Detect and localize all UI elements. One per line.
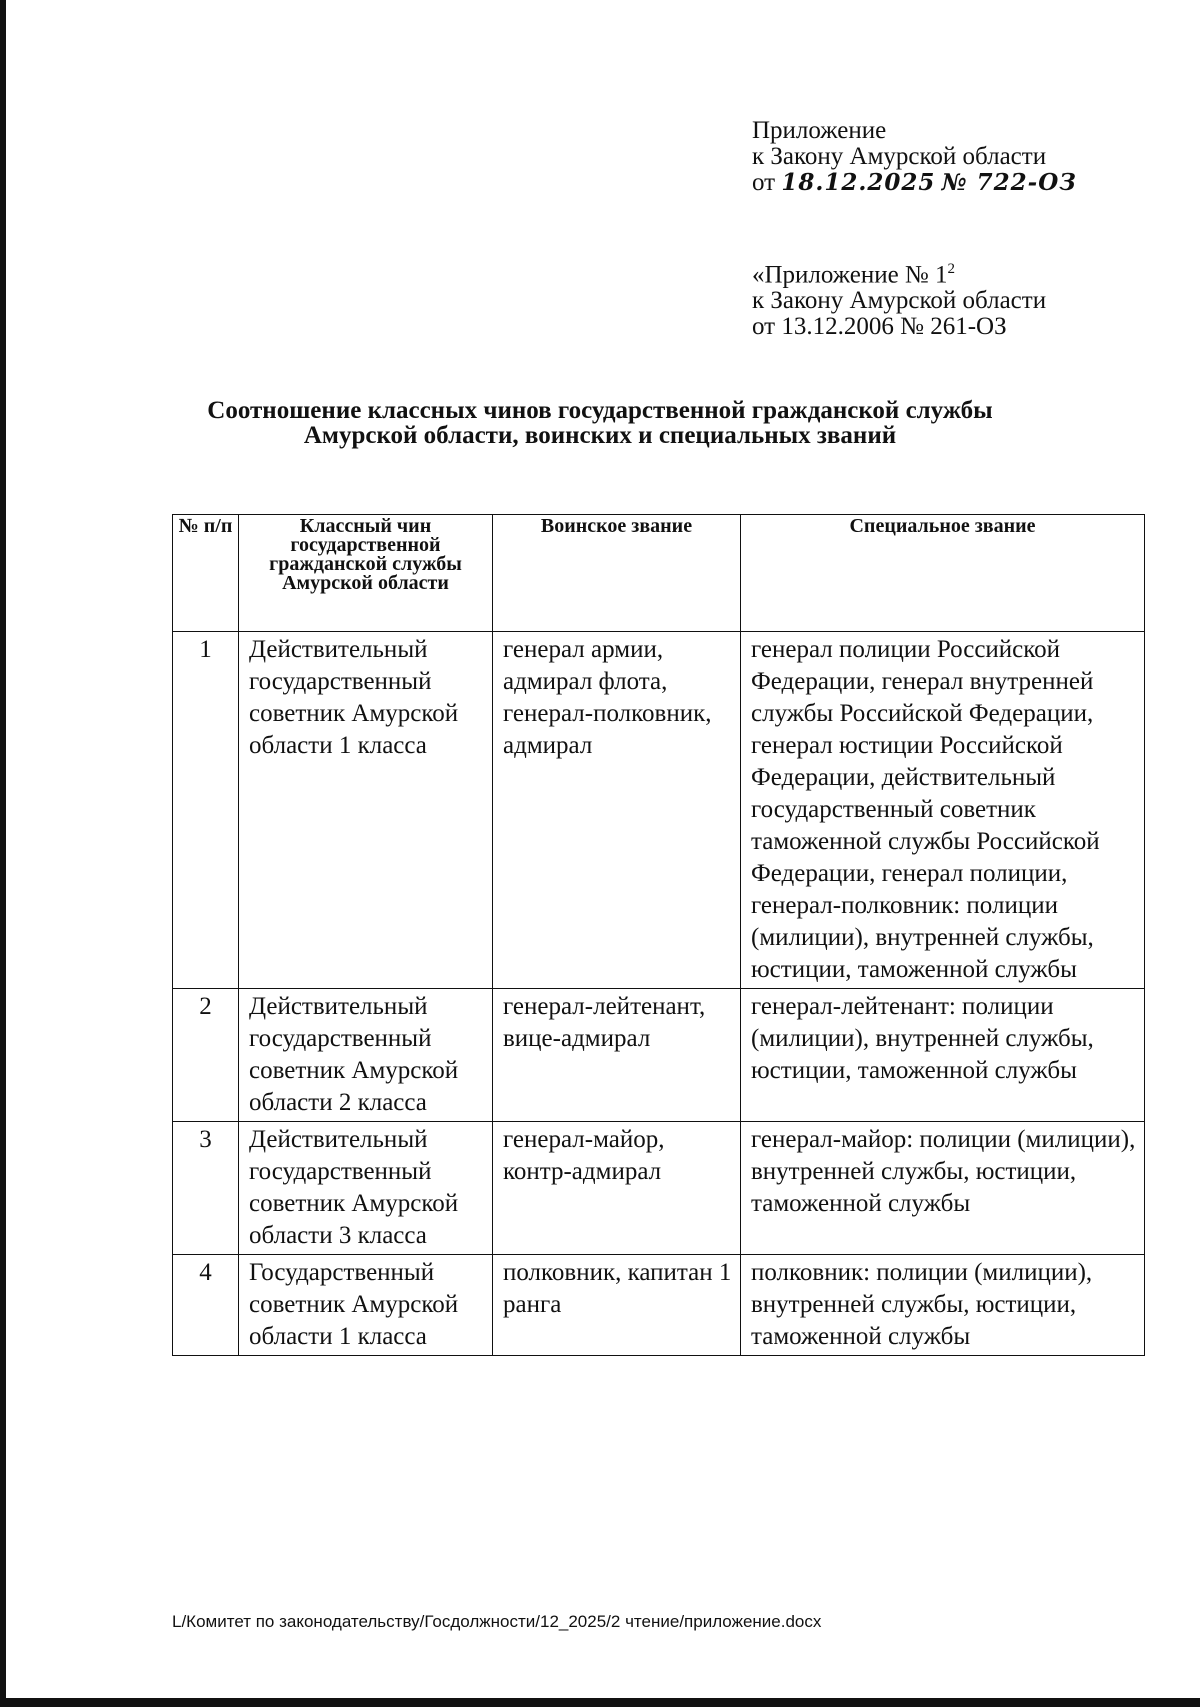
row-special-rank: генерал-майор: полиции (милиции), внутренней службы, юстиции, таможенной службы — [741, 1122, 1145, 1255]
row-number: 3 — [173, 1122, 239, 1255]
row-special-rank: генерал полиции Российской Федерации, генерал внутренней службы Российской Федерации, генерал юстиции Российской Федерации, действительный государственный советник таможенной службы Российской Федерации, генерал полиции, генерал-полковник: полиции (милиции), внутренней службы, юстиции, таможенной службы — [741, 632, 1145, 989]
header-special-rank: Специальное звание — [741, 515, 1145, 632]
original-annex-title-text: «Приложение № 1 — [752, 261, 948, 289]
row-civil-rank: Действительный государственный советник Амурской области 3 класса — [239, 1122, 493, 1255]
scan-edge-bottom — [0, 1698, 1200, 1707]
row-number: 4 — [173, 1255, 239, 1356]
original-annex-title — [752, 256, 1046, 288]
scan-edge-left — [0, 0, 6, 1707]
row-special-rank: генерал-лейтенант: полиции (милиции), внутренней службы, юстиции, таможенной службы — [741, 989, 1145, 1122]
annex-handwritten-number: № 722-ОЗ — [941, 169, 1077, 196]
annex-date-prefix: от — [752, 169, 776, 196]
annex-date-line — [752, 170, 1077, 196]
row-military-rank: генерал-майор, контр-адмирал — [493, 1122, 741, 1255]
row-special-rank: полковник: полиции (милиции), внутренней службы, юстиции, таможенной службы — [741, 1255, 1145, 1356]
row-military-rank: полковник, капитан 1 ранга — [493, 1255, 741, 1356]
annex-title: Приложение — [752, 117, 887, 144]
table-header-row — [173, 515, 1145, 632]
annex-block — [752, 118, 1077, 196]
row-military-rank: генерал-лейтенант, вице-адмирал — [493, 989, 741, 1122]
table-row — [173, 1255, 1145, 1356]
row-civil-rank: Действительный государственный советник Амурской области 2 класса — [239, 989, 493, 1122]
original-annex-block — [752, 256, 1046, 340]
ranks-table — [172, 514, 1145, 1356]
header-civil-rank: Классный чин государственной гражданской службы Амурской области — [239, 515, 493, 632]
table-row — [173, 989, 1145, 1122]
file-path-footer: L/Комитет по законодательству/Госдолжности/12_2025/2 чтение/приложение.docx — [172, 1612, 822, 1631]
row-number: 1 — [173, 632, 239, 989]
header-military-rank: Воинское звание — [493, 515, 741, 632]
document-title — [150, 398, 1050, 448]
original-annex-superscript: 2 — [947, 261, 956, 277]
table-row — [173, 1122, 1145, 1255]
row-civil-rank: Действительный государственный советник Амурской области 1 класса — [239, 632, 493, 989]
row-civil-rank: Государственный советник Амурской области 1 класса — [239, 1255, 493, 1356]
document-title-line-1: Соотношение классных чинов государственной гражданской службы — [207, 397, 993, 424]
table-row — [173, 632, 1145, 989]
document-title-line-2: Амурской области, воинских и специальных званий — [303, 422, 897, 449]
row-military-rank: генерал армии, адмирал флота, генерал-полковник, адмирал — [493, 632, 741, 989]
annex-law-ref: к Закону Амурской области — [752, 143, 1047, 170]
original-annex-law-ref: к Закону Амурской области — [752, 287, 1047, 315]
header-number: № п/п — [173, 515, 239, 632]
row-number: 2 — [173, 989, 239, 1122]
annex-handwritten-date: 18.12.2025 — [781, 169, 936, 196]
original-annex-date: от 13.12.2006 № 261-ОЗ — [752, 313, 1007, 341]
